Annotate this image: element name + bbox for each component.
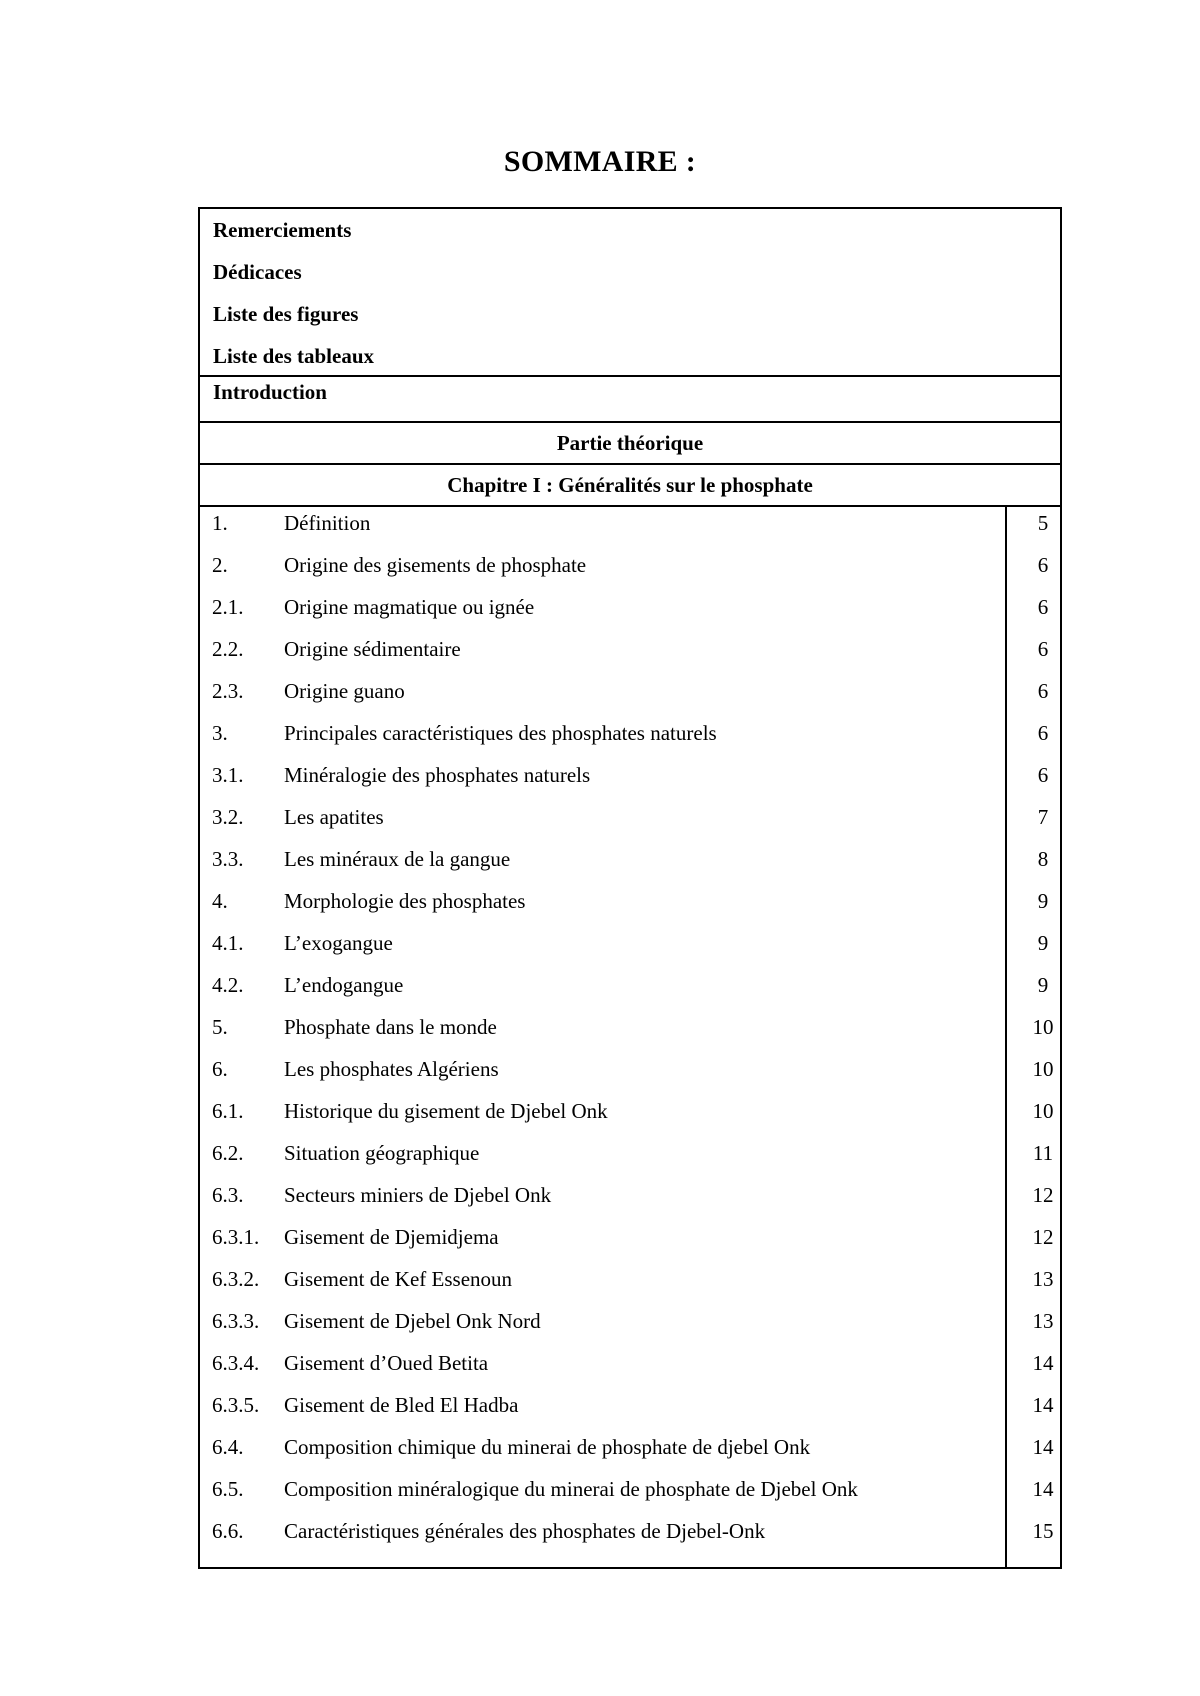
- entry-label: Composition chimique du minerai de phosphate de djebel Onk: [284, 1435, 811, 1459]
- entry-number: 6.: [212, 1057, 228, 1081]
- entry-number: 3.1.: [212, 763, 244, 787]
- entry-page-number: 9: [1037, 931, 1049, 955]
- entry-number: 6.3.: [212, 1183, 244, 1207]
- toc-entry: [200, 927, 1060, 969]
- entry-number: 6.1.: [212, 1099, 244, 1123]
- toc-entry: [200, 1011, 1060, 1053]
- entry-label: Origine magmatique ou ignée: [284, 595, 535, 619]
- entry-number: 6.5.: [212, 1477, 244, 1501]
- front-matter-item: Liste des figures: [213, 302, 359, 326]
- toc-entry: [200, 1347, 1060, 1389]
- table-of-contents: [198, 207, 1062, 1569]
- entry-page-number: 6: [1037, 637, 1049, 661]
- chapter-heading: Chapitre I : Généralités sur le phosphate: [200, 465, 1060, 507]
- entry-number: 4.2.: [212, 973, 244, 997]
- entry-page-number: 12: [1032, 1183, 1054, 1207]
- entry-label: Gisement de Djemidjema: [284, 1225, 499, 1249]
- entry-label: Gisement de Bled El Hadba: [284, 1393, 519, 1417]
- toc-entry: [200, 1179, 1060, 1221]
- toc-entry: [200, 1431, 1060, 1473]
- toc-entry: [200, 1515, 1060, 1557]
- entry-page-number: 12: [1032, 1225, 1054, 1249]
- entry-label: Origine sédimentaire: [284, 637, 461, 661]
- entry-label: Les phosphates Algériens: [284, 1057, 499, 1081]
- entry-number: 2.2.: [212, 637, 244, 661]
- entry-label: Historique du gisement de Djebel Onk: [284, 1099, 608, 1123]
- part-heading: Partie théorique: [200, 423, 1060, 465]
- entry-number: 6.6.: [212, 1519, 244, 1543]
- entry-label: Gisement de Djebel Onk Nord: [284, 1309, 541, 1333]
- entry-number: 5.: [212, 1015, 228, 1039]
- entry-page-number: 9: [1037, 973, 1049, 997]
- entry-page-number: 14: [1032, 1477, 1054, 1501]
- entry-label: Minéralogie des phosphates naturels: [284, 763, 591, 787]
- entry-number: 4.1.: [212, 931, 244, 955]
- entry-page-number: 13: [1032, 1267, 1054, 1291]
- entry-label: Composition minéralogique du minerai de phosphate de Djebel Onk: [284, 1477, 858, 1501]
- entry-label: Origine des gisements de phosphate: [284, 553, 587, 577]
- entry-page-number: 13: [1032, 1309, 1054, 1333]
- front-matter-section: [200, 209, 1060, 377]
- entry-label: Les apatites: [284, 805, 384, 829]
- toc-entry: [200, 1221, 1060, 1263]
- entry-label: Caractéristiques générales des phosphates de Djebel-Onk: [284, 1519, 766, 1543]
- entry-number: 2.1.: [212, 595, 244, 619]
- toc-entry: [200, 1389, 1060, 1431]
- entry-label: Les minéraux de la gangue: [284, 847, 511, 871]
- toc-entry: [200, 1305, 1060, 1347]
- toc-entry: [200, 591, 1060, 633]
- toc-entry: [200, 1473, 1060, 1515]
- introduction-heading: Introduction: [200, 377, 1060, 423]
- entry-page-number: 6: [1037, 595, 1049, 619]
- entry-page-number: 7: [1037, 805, 1049, 829]
- entry-label: Gisement de Kef Essenoun: [284, 1267, 513, 1291]
- toc-entry: [200, 675, 1060, 717]
- entry-label: Origine guano: [284, 679, 405, 703]
- entry-page-number: 10: [1032, 1057, 1054, 1081]
- toc-entry: [200, 1137, 1060, 1179]
- toc-entry: [200, 1263, 1060, 1305]
- toc-entry: [200, 801, 1060, 843]
- entry-number: 6.4.: [212, 1435, 244, 1459]
- entry-page-number: 10: [1032, 1015, 1054, 1039]
- entry-number: 2.3.: [212, 679, 244, 703]
- entry-page-number: 11: [1032, 1141, 1054, 1165]
- entry-number: 6.2.: [212, 1141, 244, 1165]
- entry-page-number: 10: [1032, 1099, 1054, 1123]
- toc-entry: [200, 507, 1060, 549]
- entry-number: 6.3.4.: [212, 1351, 260, 1375]
- entry-page-number: 6: [1037, 553, 1049, 577]
- entry-number: 3.: [212, 721, 228, 745]
- entry-label: Situation géographique: [284, 1141, 480, 1165]
- toc-entry: [200, 843, 1060, 885]
- toc-entry: [200, 969, 1060, 1011]
- entry-page-number: 6: [1037, 679, 1049, 703]
- entry-number: 6.3.1.: [212, 1225, 260, 1249]
- entry-label: L’endogangue: [284, 973, 404, 997]
- toc-entry: [200, 1095, 1060, 1137]
- toc-entry: [200, 717, 1060, 759]
- entry-number: 3.2.: [212, 805, 244, 829]
- toc-entry: [200, 885, 1060, 927]
- entry-label: Gisement d’Oued Betita: [284, 1351, 489, 1375]
- toc-entry: [200, 549, 1060, 591]
- entry-page-number: 8: [1037, 847, 1049, 871]
- front-matter-item: Liste des tableaux: [213, 344, 375, 368]
- entry-page-number: 15: [1032, 1519, 1054, 1543]
- page-title: SOMMAIRE :: [503, 145, 697, 178]
- entry-number: 6.3.2.: [212, 1267, 260, 1291]
- entry-number: 3.3.: [212, 847, 244, 871]
- entry-page-number: 14: [1032, 1435, 1054, 1459]
- entry-number: 1.: [212, 511, 228, 535]
- entry-page-number: 5: [1037, 511, 1049, 535]
- entry-page-number: 6: [1037, 721, 1049, 745]
- entry-page-number: 6: [1037, 763, 1049, 787]
- toc-entry: [200, 633, 1060, 675]
- entry-page-number: 9: [1037, 889, 1049, 913]
- toc-entries: [200, 507, 1060, 1567]
- entry-label: Morphologie des phosphates: [284, 889, 526, 913]
- entry-number: 6.3.3.: [212, 1309, 260, 1333]
- toc-entry: [200, 759, 1060, 801]
- front-matter-item: Remerciements: [213, 218, 352, 242]
- entry-page-number: 14: [1032, 1393, 1054, 1417]
- entry-label: L’exogangue: [284, 931, 393, 955]
- entry-label: Phosphate dans le monde: [284, 1015, 497, 1039]
- entry-page-number: 14: [1032, 1351, 1054, 1375]
- entry-number: 6.3.5.: [212, 1393, 260, 1417]
- toc-entry: [200, 1053, 1060, 1095]
- entry-label: Principales caractéristiques des phosphates naturels: [284, 721, 717, 745]
- entry-number: 2.: [212, 553, 228, 577]
- entry-label: Définition: [284, 511, 371, 535]
- front-matter-item: Dédicaces: [213, 260, 302, 284]
- entry-number: 4.: [212, 889, 228, 913]
- entry-label: Secteurs miniers de Djebel Onk: [284, 1183, 552, 1207]
